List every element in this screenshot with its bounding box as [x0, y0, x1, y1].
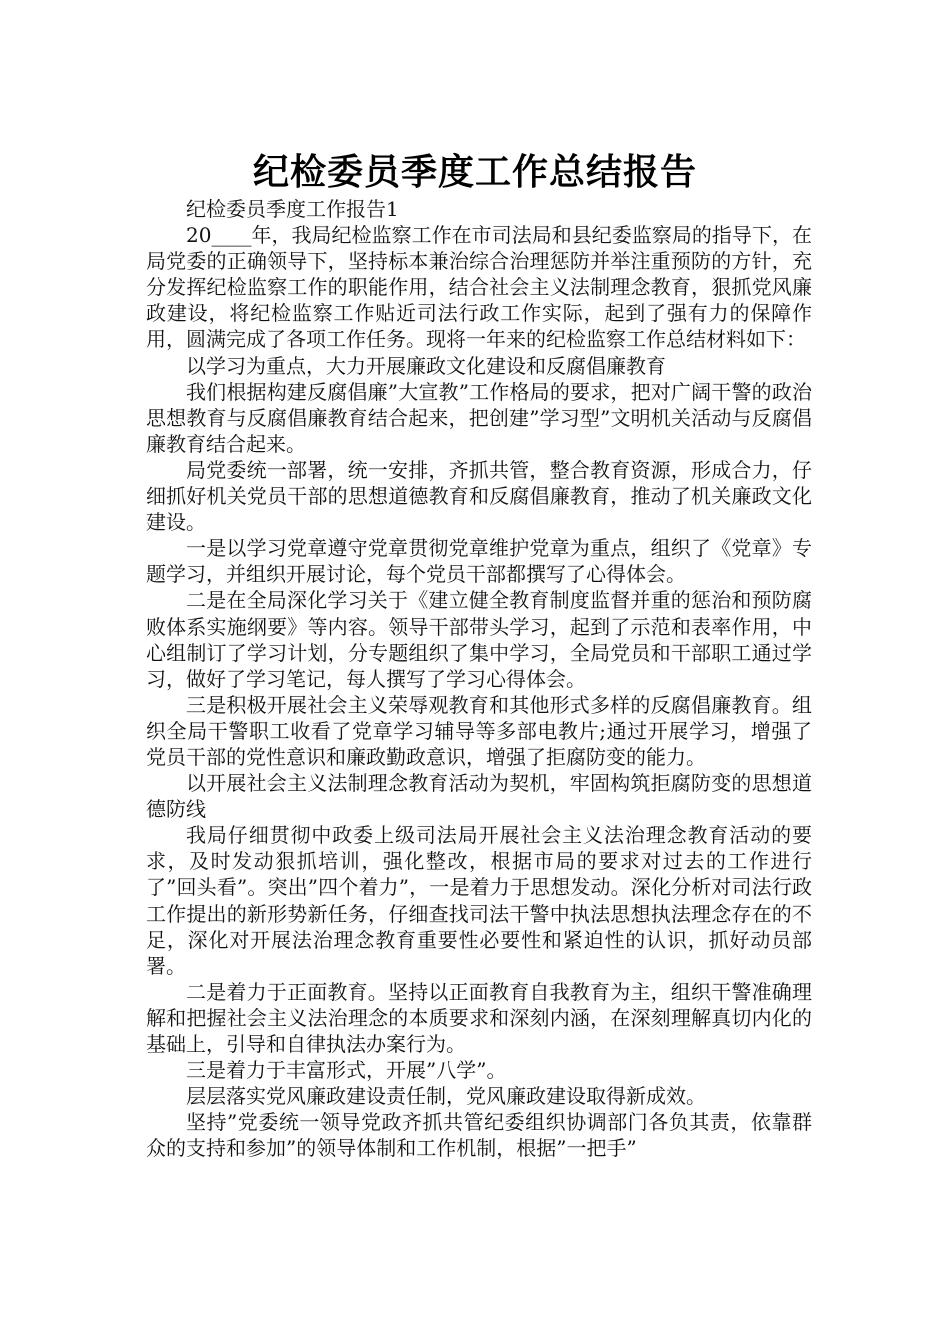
paragraph: 坚持”党委统一领导党政齐抓共管纪委组织协调部门各负其责，依靠群众的支持和参加”的领导体制和工作机制，根据”一把手”: [146, 1110, 812, 1161]
document-title: 纪检委员季度工作总结报告: [252, 152, 697, 194]
paragraph: 一是以学习党章遵守党章贯彻党章维护党章为重点，组织了《党章》专题学习，并组织开展讨论，每个党员干部都撰写了心得体会。: [146, 536, 812, 587]
section-heading: 层层落实党风廉政建设责任制，党风廉政建设取得新成效。: [186, 1084, 706, 1109]
paragraph: 二是着力于正面教育。坚持以正面教育自我教育为主，组织干警准确理解和把握社会主义法治理念的本质要求和深刻内涵，在深刻理解真切内化的基础上，引导和自律执法办案行为。: [146, 979, 812, 1056]
document-body: [146, 196, 812, 1161]
paragraph: 局党委统一部署，统一安排，齐抓共管，整合教育资源，形成合力，仔细抓好机关党员干部的思想道德教育和反腐倡廉教育，推动了机关廉政文化建设。: [146, 457, 812, 535]
paragraph: 三是积极开展社会主义荣辱观教育和其他形式多样的反腐倡廉教育。组织全局干警职工收看了党章学习辅导等多部电教片;通过开展学习，增强了党员干部的党性意识和廉政勤政意识，增强了拒腐防变的能力。: [146, 692, 812, 769]
paragraph: 20____年，我局纪检监察工作在市司法局和县纪委监察局的指导下，在局党委的正确领导下，坚持标本兼治综合治理惩防并举注重预防的方针，充分发挥纪检监察工作的职能作用，结合社会主义法制理念教育，狠抓党风廉政建设，将纪检监察工作贴近司法行政工作实际，起到了强有力的保障作用，圆满完成了各项工作任务。现将一年来的纪检监察工作总结材料如下：: [146, 223, 812, 352]
paragraph: 三是着力于丰富形式，开展”八学”。: [186, 1058, 507, 1083]
section-heading: 以开展社会主义法制理念教育活动为契机，牢固构筑拒腐防变的思想道德防线: [146, 771, 812, 822]
section-heading: 以学习为重点，大力开展廉政文化建设和反腐倡廉教育: [186, 353, 666, 378]
report-subtitle: 纪检委员季度工作报告1: [186, 197, 399, 221]
paragraph: 我们根据构建反腐倡廉”大宣教”工作格局的要求，把对广阔干警的政治思想教育与反腐倡廉教育结合起来，把创建”学习型”文明机关活动与反腐倡廉教育结合起来。: [146, 379, 812, 456]
paragraph: 二是在全局深化学习关于《建立健全教育制度监督并重的惩治和预防腐败体系实施纲要》等内容。领导干部带头学习，起到了示范和表率作用，中心组制订了学习计划，分专题组织了集中学习，全局党员和干部职工通过学习，做好了学习笔记，每人撰写了学习心得体会。: [146, 588, 812, 691]
paragraph: 我局仔细贯彻中政委上级司法局开展社会主义法治理念教育活动的要求，及时发动狠抓培训，强化整改，根据市局的要求对过去的工作进行了”回头看”。突出”四个着力”，一是着力于思想发动。深化分析对司法行政工作提出的新形势新任务，仔细查找司法干警中执法思想执法理念存在的不足，深化对开展法治理念教育重要性必要性和紧迫性的认识，抓好动员部署。: [146, 823, 812, 978]
